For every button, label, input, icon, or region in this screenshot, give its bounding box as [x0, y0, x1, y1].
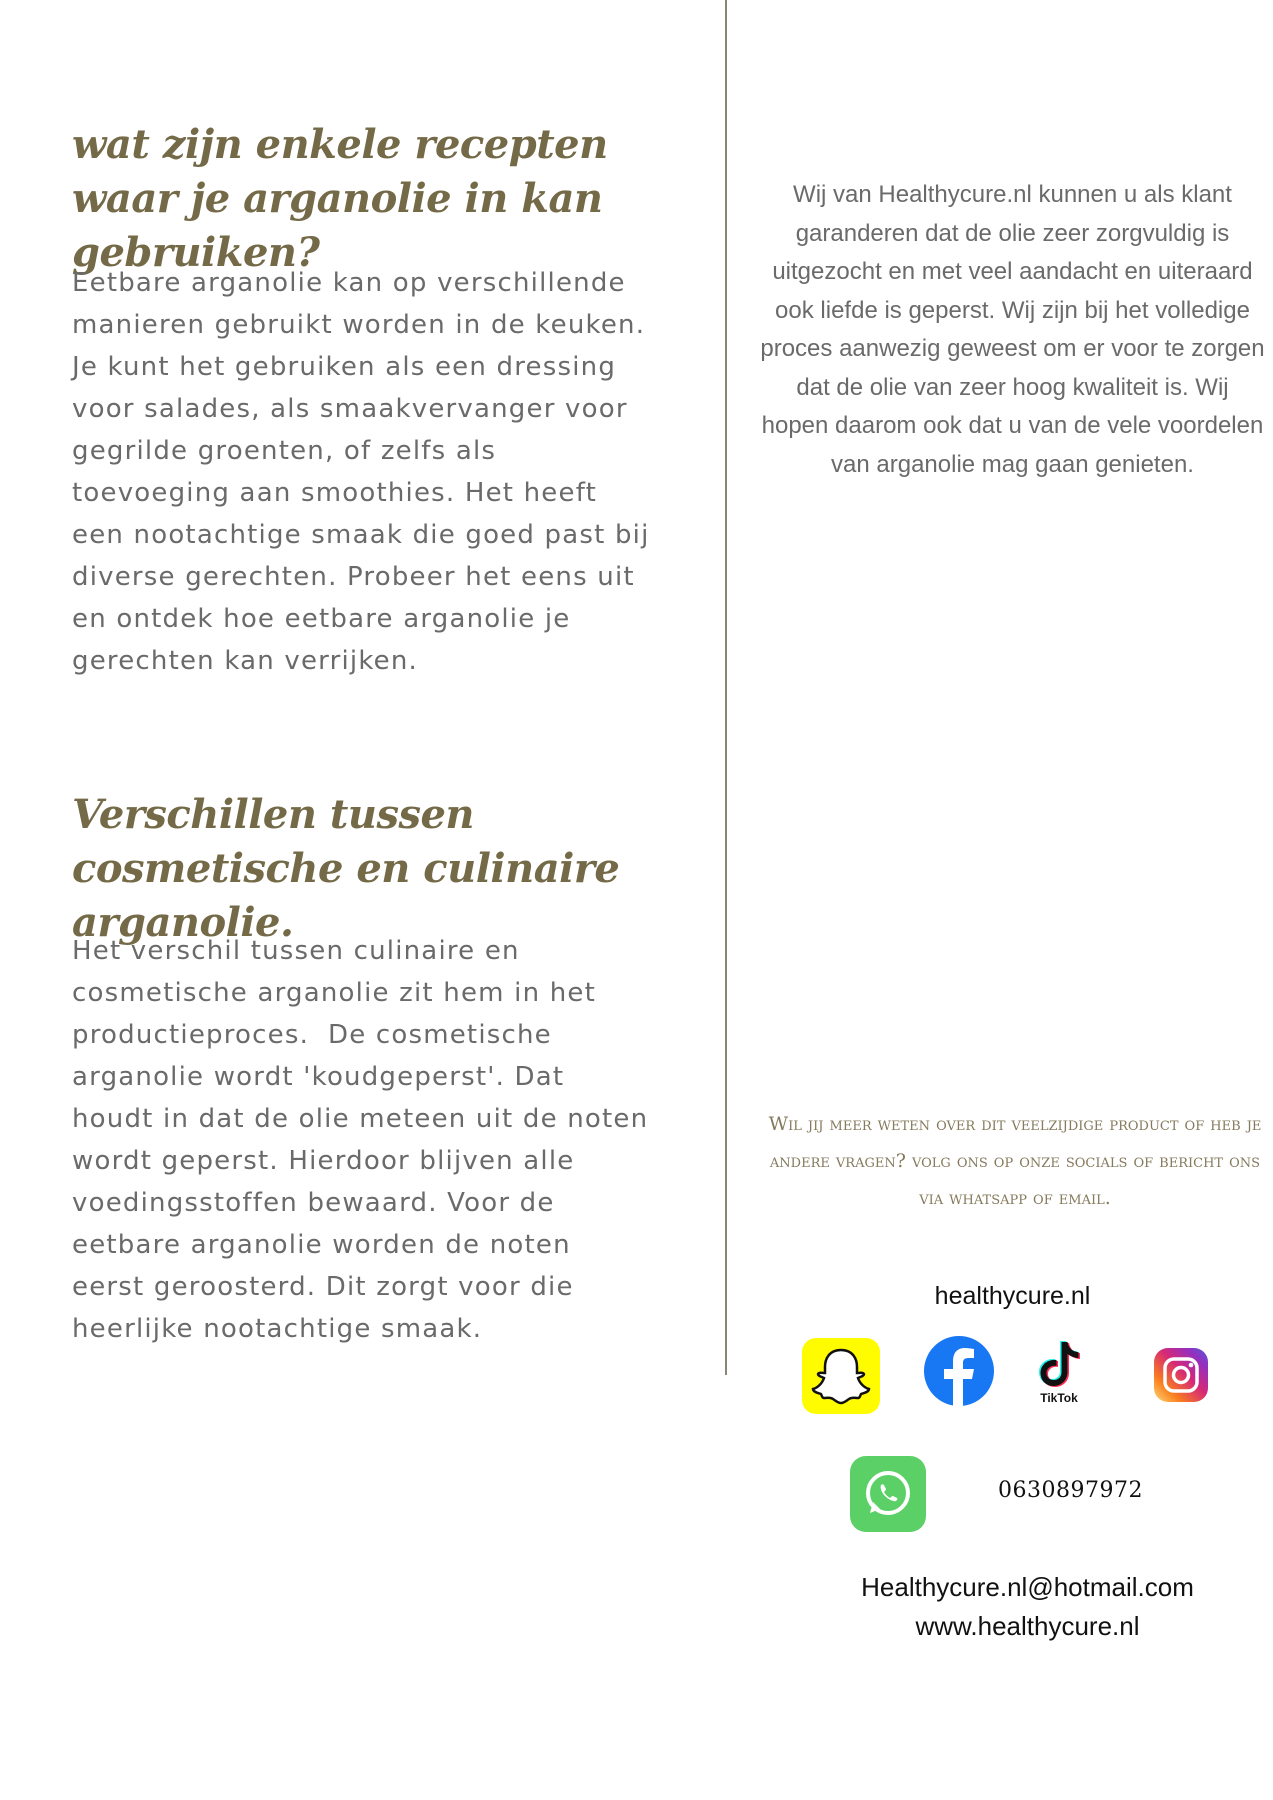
- section-body-differences: Het verschil tussen culinaire en cosmetische arganolie zit hem in het productieproces. De cosmetische arganolie wordt 'koudgeperst'. Dat houdt in dat de olie meteen uit de noten wordt geperst. Hierdoor blijven alle voedingsstoffen bewaard. Voor de eetbare arganolie worden de noten eerst geroosterd. Dit zorgt voor die heerlijke nootachtige smaak.: [72, 936, 658, 1344]
- whatsapp-icon[interactable]: [850, 1456, 926, 1532]
- section-heading-recipes: wat zijn enkele recepten waar je arganolie in kan gebruiken?: [72, 121, 608, 276]
- vertical-divider: [725, 0, 727, 1375]
- tiktok-icon[interactable]: [1028, 1335, 1090, 1407]
- intro-text: Wij van Healthycure.nl kunnen u als klant garanderen dat de olie zeer zorgvuldig is uitgezocht en met veel aandacht en uiteraard ook liefde is geperst. Wij zijn bij het volledige proces aanwezig geweest om er voor te zorgen dat de olie van zeer hoog kwaliteit is. Wij hopen daarom ook dat u van de vele voordelen van arganolie mag gaan genieten.: [760, 181, 1265, 478]
- instagram-icon[interactable]: [1154, 1348, 1208, 1402]
- website-link[interactable]: www.healthycure.nl: [915, 1611, 1140, 1641]
- tiktok-label: TikTok: [1040, 1391, 1078, 1405]
- right-column: [760, 0, 1270, 1800]
- section-body-recipes: Eetbare arganolie kan op verschillende manieren gebruikt worden in de keuken. Je kunt het gebruiken als een dressing voor salades, als smaakvervanger voor gegrilde groenten, of zelfs als toevoeging aan smoothies. Het heeft een nootachtige smaak die goed past bij diverse gerechten. Probeer het eens uit en ontdek hoe eetbare arganolie je gerechten kan verrijken.: [72, 268, 659, 676]
- section-heading-differences: Verschillen tussen cosmetische en culinaire arganolie.: [72, 791, 620, 946]
- facebook-icon[interactable]: [923, 1335, 995, 1407]
- phone-number: 0630897972: [998, 1478, 1143, 1503]
- contact-call-to-action: Wil jij meer weten over dit veelzijdige product of heb je andere vragen? volg ons op onze socials of bericht ons via whatsapp of email.: [768, 1113, 1262, 1209]
- email-address[interactable]: Healthycure.nl@hotmail.com: [861, 1572, 1194, 1602]
- social-handle: healthycure.nl: [934, 1282, 1091, 1310]
- snapchat-icon[interactable]: [802, 1338, 880, 1414]
